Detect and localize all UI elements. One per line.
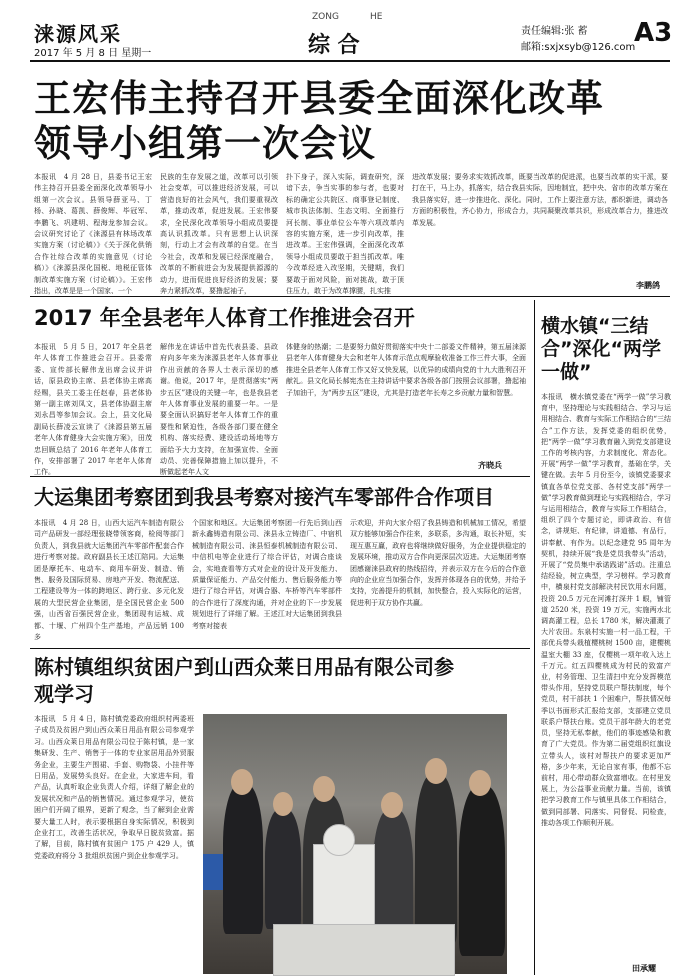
sidebar-headline	[541, 315, 691, 384]
headline-article3: 大运集团考察团到我县考察对接汽车零部件合作项目	[34, 485, 494, 509]
headline-line2: 领导小组第一次会议	[34, 122, 376, 165]
article3-column3: 示欢迎，并向大家介绍了我县铸造和机械加工情况，希望双方能够加强合作往来，多联系，多沟通，取长补短，实现互惠互赢，政府也将继续做好服务，为企业提供稳定的发展环境，推动双方合作向更深层次迈进。大运集团考察团感谢涞县政府的热线招待，并表示双方在今后的合作意向的企业应当加强合作，发挥并体现各自的优势，并给予支持，完善提升的机制，加快整合，投入实际化的运营，促进利于双方协作共赢。	[350, 519, 526, 607]
editor-email: 邮箱:sxjxsyb@126.com	[521, 42, 636, 53]
section-label	[300, 10, 410, 58]
sidebar-body: 本报讯 横水镇党委在“两学一做”学习教育中，坚持理论与实践相结合、学习与运用相结合、教育与实际工作相结合的“三结合”工作方法，发挥党委的组织优势，把“两学一做”学习教育融入到党支部建设工作的考核内容，力求制度化、常态化。开展“两学一做”学习教育，基础在学，关键在做。去年 5 月份至今，该镇党委要求镇直各单位党支部、各村党支部“两学一做”学习教育做到理论与实践相结合，学习与运用相结合，教育与实际工作相结合，组织了四个专题讨论，即讲政治、有信念，讲规矩、有纪律，讲道德、有品行，讲奉献、有作为。以纪念建党 95 周年为契机，持续开展“我是党员我带头”活动，开展了“党员集中承诺践诺”活动。注重总结经验，树立典型，学习榜样。学习教育中，横泉村党支部解决村民饮用水问题，投资 20.5 万元在河滩打深井 1 眼，铺管道 2520 米，投资 19 万元，实施两水北调高灌工程，总长 1780 米，解决灌溉了大片农田。东泉村实施一村一品工程，干部优兵带头栽植樱桃树 1500 亩，建樱桃温室大棚 33 座，仅樱桃一项年收入达上千万元。红五四樱桃成为村民的致富产业，村务管理、卫生清扫中充分发挥模范带头作用，坚持党员联户帮扶制度，每个党员，村干部扶 1 个困难户，帮扶情况每季以书面形式汇报给支部，支部建立党员联系户帮扶台账。党员干部年龄大的老党员，坚持无私奉献，他们的事迹感染和教育了广大党员。作为第二届党组织红旗设立带头人，该村对帮扶户的要求更加严格，多少年来，无论自家有事，他都不忘前村，用心带动群众致富增收。在村里发展上，为公益事业贡献力量。当前，该镇把学习教育工作与镇里具体工作相结合，做到同部署、同落实、同督促、同检查，推动各项工作顺利开展。	[541, 393, 671, 827]
divider	[30, 476, 530, 477]
headline-article1	[34, 76, 604, 166]
article3-column2: 个国家和地区。大运集团考察团一行先后到山西新永鑫铸造有限公司、涞县永立铸造厂、中宿机械制造有限公司、涞县恒泰机械制造有限公司、中信机电等企业进行了综合评估，对调合座谈会，实地查看等方式对企业的设计及开发能力、质量保证能力、产品交付能力、售后服务能力等进行了综合评估，对调合器、车桥等汽车零部件的合作进行了深度沟通，并对企业的下一步发展规划进行了详细了解。王述江对大运集团到我县考察对接表	[192, 519, 342, 630]
article2-column3: 体健身的热潮；二是要努力做好贯彻落实中央十二部委文件精神，第五届涞源县老年人体育健身大会和老年人体育示范点观摩验收准备工作三件大事，全面推进全县老年人体育工作又好又快发展，以优异的成绩向党的十九大胜利召开献礼。县文化局长郝宪杰在主持讲话中要求各级各部门按照会议部署，撸起袖子加油干，为“两步五区”建设，尤其是打造老年长寿之乡贡献力量和智慧。	[286, 343, 526, 397]
headline-line1: 王宏伟主持召开县委全面深化改革	[34, 77, 604, 120]
article2-byline: 齐晓兵	[478, 461, 502, 470]
column-divider	[534, 300, 535, 975]
headline-article2: 2017 年全县老年人体育工作推进会召开	[34, 306, 415, 330]
face	[425, 758, 447, 784]
section-pinyin-left: ZONG	[312, 12, 339, 22]
article2-column2: 解伟龙在讲话中首先代表县委、县政府向多年来为涞源县老年人体育事业作出贡献的各界人士表示深切的感谢。他说，2017 年，是贯彻落实“两步五区”建设的关键一年，也是我县老年人体育事业发展的重要一年。一是要全面认识搞好老年人体育工作的重要性和紧迫性，各级各部门要在健全机构、落实经费、建设活动场地等方面给予大力支持，在加强宣传、全面动员、完善保障措施上加以提升，不断做起老年人文	[160, 343, 278, 477]
headline4-line1: 陈村镇组织贫困户到山西众莱日用品有限公司参	[34, 655, 454, 679]
article1-column3: 扑下身子，深入实际，调查研究，深谙下去，争当实事的参与者，也要对标的确定公共院区、商事登记制度、城市执法体制、生态文明、全面推行河长制、事业单位公车等六项改革内容的实施方案，进一步引向改革，推进改革。王宏伟强调，全面深化改革领导小组成员要敢于担当抓改革。唯今改革经进入改坚期，关键期，我们要敢于面对风险，面对挑战，敢于顶住压力，敢于为改革撑腰，扎实推	[286, 173, 404, 296]
face	[381, 792, 403, 818]
paper-logo: 涞源风采	[34, 22, 122, 46]
sidebar-headline-line1: 横水镇“三结	[541, 315, 649, 337]
section-title: 综 合	[308, 32, 360, 58]
article1-column4: 进改革发展；要务求实效抓改革，既要当改革的促进派，也要当改革的实干派，要打在干，马上办，抓落实，结合我县实际，因地制宜，把中央、省市的改革方案在我县落实好，进一步推进化、深化。同时，工作上要注意方法，都织新进，调动各方面的积极性，齐心协力，形成合力，共同凝聚改革共识，形成改革合力，推进改革发展。	[412, 173, 668, 227]
article3-column1: 本报讯 4 月 28 日，山西大运汽车制造有限公司产品研发一部经理张晓带领客商，检阅等部门负责人，到我县就大运集团汽车零部件配套合作进行考察对接。政府副县长王述江陪同。大运集团是摩托车、电动车、商用车研发、制造、销售、服务及国际贸易、房地产开发、物流配送、工程建设等为一体的跨地区、跨行业、多元化发展的大型民营企业集团，是全国民营企业 500 强，山西省百强民营企业，集团现有运城、成都、十堰、广州四个生产基地，产品远销 100 多	[34, 519, 184, 642]
person	[223, 784, 263, 934]
masthead	[0, 0, 700, 62]
sewing-machine	[313, 844, 375, 936]
face	[469, 770, 491, 796]
headline4-line2: 观学习	[34, 682, 94, 706]
page-number: A3	[634, 18, 673, 48]
face	[313, 776, 335, 802]
article2-column1: 本报讯 5 月 5 日，2017 年全县老年人体育工作推进会召开。县委常委、宣传部长解伟龙出席会议并讲话，原县政协主席、县老体协主席高经赐，县关工委主任赵春，县老体协第一副主席刘凤文，县老体协副主席刘永昌等参加会议。会上，县文化局副局长薛凌云宣读了《涞源县第五届老年人体育健身大会实施方案》，田茂忠回顾总结了 2016 年老年人体育工作，安排部署了 2017 年老年人体育工作。	[34, 343, 152, 477]
sidebar-headline-line3: 一做”	[541, 361, 592, 383]
sidebar-headline-line2: 合”深化“两学	[541, 338, 661, 360]
person	[459, 786, 505, 956]
person	[415, 774, 457, 944]
face	[231, 769, 253, 795]
article1-column1: 本报讯 4 月 28 日，县委书记王宏伟主持召开县委全面深化改革领导小组第一次会议。县领导薛亚马、丁杨、孙晓、葛凯、薛俊辉、毕冠军、李鹏飞、巩建明、程海龙参加会议。会议研究讨论了《涞源县有林场改革实施方案（讨论稿）》《关于深化供销合作社综合改革的实施意见（讨论稿）》《涞源县深化国税、地税征管体制改革实施方案（讨论稿）》。王宏伟指出，改革是是一个国家、一个	[34, 173, 152, 296]
headline-article4	[34, 654, 524, 708]
article4-body: 本报讯 5 月 4 日，陈村镇党委政府组织村两委班子成员及贫困户到山西众莱日用品有限公司参观学习。山西众莱日用品有限公司位于陈村镇，是一家集研发、生产、销售于一体的专业家居用品外贸服务企业，主要生产围裙、手套、购物袋、小挂件等日用品，发展势头良好。在企业，大家进车间，看产品，认真听取企业负责人介绍，详细了解企业的发展状况和产品的销售情况。通过参观学习，使贫困户们开阔了眼界，更新了观念，当了解到企业需要大量工人时，表示要根据自身实际情况，积极到企业打工，改善生活状况，争取早日脱贫致富。据了解，目前，陈村镇有贫困户 175 户 429 人，镇党委政府将分 3 批组织贫困户到企业参观学习。	[34, 715, 194, 860]
editor-info	[521, 24, 635, 56]
person	[265, 809, 301, 929]
article1-byline: 李鹏鸽	[636, 281, 660, 290]
machine-spool	[323, 824, 355, 856]
sidebar-byline: 田承耀	[632, 964, 656, 973]
header-rule	[30, 60, 670, 62]
divider	[30, 648, 530, 649]
editor-name: 责任编辑:张 蓄	[521, 26, 588, 37]
work-table	[273, 924, 455, 976]
issue-date: 2017 年 5 月 8 日 星期一	[34, 48, 152, 59]
visit-photo	[203, 714, 507, 974]
divider	[30, 296, 670, 297]
section-pinyin-right: HE	[370, 12, 383, 22]
face	[273, 792, 293, 816]
article1-column2: 民族的生存发展之道，改革可以引领社会变革，可以推进经济发展，可以营造良好的社会风气，我们要重视改革，推动改革，促进发展。王宏伟要求，全民深化改革领导小组成员要提高认识抓改革。只有思想上认识深刻，行动上才会有改革的自觉。在当今社会，改革和发展已经深度融合，改革的不断前进会为发展提供源源的动力，进而促进良好经济的发展；要奔力紧抓改革，要撸起袖子，	[160, 173, 278, 296]
